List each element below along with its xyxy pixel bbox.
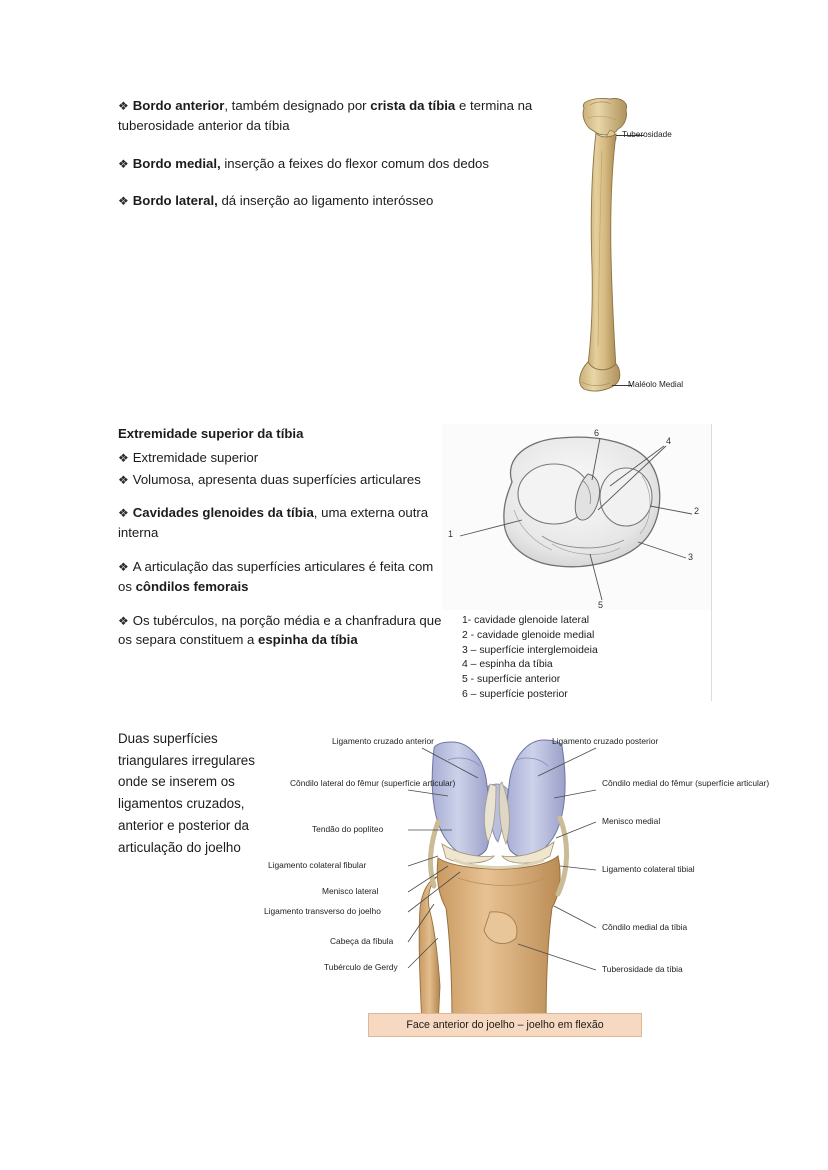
superior-tibial-surface-figure: [442, 424, 712, 610]
extremidade-superior-text: Extremidade superior: [132, 449, 259, 465]
knee-figure-caption: [368, 1013, 642, 1037]
bullet-marker: ❖: [118, 156, 129, 171]
bullet-bordo-anterior: [118, 96, 558, 136]
section-heading-extremidade: Extremidade superior da tíbia: [118, 426, 304, 441]
bullet-marker: ❖: [118, 99, 129, 113]
callout-1: 1: [448, 529, 454, 539]
bordo-medial-term: Bordo medial,: [132, 155, 221, 171]
bullet-marker: ❖: [118, 506, 129, 521]
callout-4: 4: [666, 436, 672, 446]
crista-tibia-term: crista da tíbia: [370, 98, 456, 113]
label-tuberosidade: Tuberosidade: [622, 130, 672, 139]
section-extremidade-superior: [118, 424, 448, 664]
knee-label-tuberosidade-tibia: Tuberosidade da tíbia: [602, 964, 683, 974]
knee-figure-caption-text: Face anterior do joelho – joelho em flexão: [406, 1019, 604, 1031]
bordo-lateral-term: Bordo lateral,: [132, 193, 218, 209]
knee-label-menisco-lateral: Menisco lateral: [322, 886, 379, 896]
bullet-bordo-medial: [118, 154, 558, 174]
legend-item-2: 2 - cavidade glenoide medial: [462, 629, 595, 641]
legend-item-4: 4 – espinha da tíbia: [462, 659, 553, 671]
bullet-bordo-lateral: [118, 191, 558, 211]
knee-label-ligamento-colateral-fibular: Ligamento colateral fibular: [268, 860, 367, 870]
bullet-marker: ❖: [118, 450, 129, 465]
knee-label-ligamento-cruzado-posterior: Ligamento cruzado posterior: [552, 736, 659, 746]
cavidades-glenoides-term: Cavidades glenoides da tíbia: [132, 505, 314, 521]
tibia-bone-illustration: [566, 96, 712, 396]
callout-2: 2: [694, 506, 700, 516]
bordo-medial-text: inserção a feixes do flexor comum dos dedos: [220, 155, 489, 171]
knee-label-tuberculo-gerdy: Tubérculo de Gerdy: [324, 962, 398, 972]
knee-label-ligamento-cruzado-anterior: Ligamento cruzado anterior: [332, 736, 434, 746]
bordo-anterior-text1: , também designado por: [224, 98, 371, 113]
knee-label-condilo-medial-femur: [602, 778, 769, 789]
legend-item-6: 6 – superfície posterior: [462, 688, 568, 700]
bullet-marker: ❖: [118, 559, 129, 574]
bullet-extremidade-superior: [118, 448, 448, 468]
knee-label-ligamento-colateral-tibial: Ligamento colateral tibial: [602, 864, 695, 874]
articulacao-text: A articulação das superfícies articulares é feita com os: [118, 558, 434, 594]
bullet-tuberculos: [118, 611, 448, 651]
legend-item-3: 3 – superfície interglemoideia: [462, 644, 598, 656]
tibia-long-bone-figure: [566, 96, 712, 396]
bordo-anterior-text2: e termina na tuberosidade anterior da tíbia: [118, 98, 533, 133]
knee-label-tendao-popliteo: Tendão do poplíteo: [312, 824, 384, 834]
knee-label-cabeca-fibula: Cabeça da fíbula: [330, 936, 394, 946]
superior-surface-illustration: [442, 424, 712, 610]
bullet-marker: ❖: [118, 194, 129, 209]
condilos-femorais-term: côndilos femorais: [135, 578, 249, 594]
bullet-articulacao: [118, 557, 448, 597]
knee-label-condilo-medial-tibia: Côndilo medial da tíbia: [602, 922, 688, 932]
legend-item-5: 5 - superfície anterior: [462, 674, 561, 686]
knee-label-condilo-lateral-femur-text: Côndilo lateral do fêmur (superfície articular): [290, 778, 456, 788]
bullet-volumosa: [118, 470, 448, 490]
section-superficies-triangulares: [118, 728, 273, 858]
superficies-text: Duas superfícies triangulares irregulares onde se inserem os ligamentos cruzados, anterior e posterior da articulação do joelho: [118, 731, 255, 855]
cavidades-glenoides-text: , uma externa outra interna: [118, 505, 429, 541]
section-bordos: [118, 96, 558, 229]
figure-divider-rule: [711, 424, 712, 701]
bordo-lateral-text: dá inserção ao ligamento interósseo: [217, 193, 434, 209]
bullet-cavidades-glenoides: [118, 503, 448, 543]
bullet-marker: ❖: [118, 613, 129, 628]
knee-label-condilo-lateral-femur: [290, 778, 455, 789]
legend-item-1: 1- cavidade glenoide lateral: [462, 615, 590, 626]
bullet-marker: ❖: [118, 472, 129, 487]
knee-label-condilo-medial-femur-text: Côndilo medial do fêmur (superfície articular): [602, 778, 770, 788]
anterior-knee-figure: [262, 726, 770, 1046]
tuberculos-text: Os tubérculos, na porção média e a chanfradura que os separa constituem a: [118, 612, 442, 648]
espinha-tibia-term: espinha da tíbia: [258, 632, 358, 648]
callout-5: 5: [598, 600, 604, 610]
callout-6: 6: [594, 428, 600, 438]
bordo-anterior-term: Bordo anterior: [132, 98, 225, 113]
superior-surface-legend: [462, 614, 598, 703]
callout-3: 3: [688, 552, 694, 562]
knee-label-ligamento-transverso: Ligamento transverso do joelho: [264, 906, 381, 916]
volumosa-text: Volumosa, apresenta duas superfícies articulares: [132, 471, 421, 487]
label-maleolo-medial: Maléolo Medial: [628, 380, 684, 389]
knee-label-menisco-medial: Menisco medial: [602, 816, 661, 826]
